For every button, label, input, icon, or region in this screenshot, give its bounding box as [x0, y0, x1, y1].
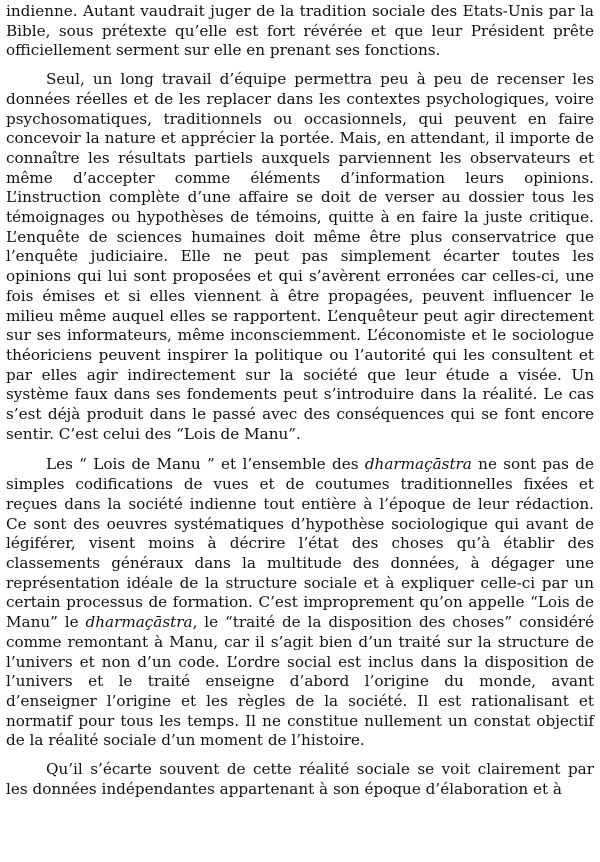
paragraph-text: Qu’il s’écarte souvent de cette réalité sociale se voit clairement par les données indépendantes appartenant à son époque d’élaboration et à: [6, 760, 594, 798]
italic-term: dharmaçāstra: [85, 613, 193, 632]
paragraph-enquete: [6, 70, 594, 444]
paragraph-text-segment: Les “ Lois de Manu ” et l’ensemble des: [46, 455, 365, 474]
paragraph-realite-sociale: [6, 760, 594, 799]
italic-term: dharmaçāstra: [364, 455, 472, 474]
paragraph-text: indienne. Autant vaudrait juger de la tradition sociale des Etats-Unis par la Bible, sous prétexte qu’elle est fort révérée et que leur Président prête officiellement serment sur elle en prenant ses fonctions.: [6, 2, 594, 60]
paragraph-text: Seul, un long travail d’équipe permettra peu à peu de recenser les données réelles et de les replacer dans les contextes psychologiques, voire psychosomatiques, traditionnels ou occasionnels, qui peuvent en faire concevoir la nature et apprécier la portée. Mais, en attendant, il importe de connaître les résultats partiels auxquels parviennent les observateurs et même d’accepter comme éléments d’information leurs opinions. L’instruction complète d’une affaire se doit de verser au dossier tous les témoignages ou hypothèses de témoins, quitte à en faire la juste critique. L’enquête de sciences humaines doit même être plus conservatrice que l’enquête judiciaire. Elle ne peut pas simplement écarter toutes les opinions qui lui sont proposées et qui s’avèrent erronées car celles-ci, une fois émises et si elles viennent à être propagées, peuvent influencer le milieu même auquel elles se rapportent. L’enquêteur peut agir directement sur ses informateurs, même inconsciemment. L’économiste et le sociologue théoriciens peuvent inspirer la politique ou l’autorité qui les consultent et par elles agir indirectement sur la société que leur étude a visée. Un système faux dans ses fondements peut s’introduire dans la réalité. Le cas s’est déjà produit dans le passé avec des conséquences qui se font encore sentir. C’est celui des “Lois de Manu”.: [6, 70, 594, 443]
paragraph-continuation: [6, 2, 594, 61]
paragraph-text-segment: , le “traité de la disposition des choses” considéré comme remontant à Manu, car il s’agit bien d’un traité sur la structure de l’univers et non d’un code. L’ordre social est inclus dans la disposition de l’univers et le traité enseigne d’abord l’origine du monde, avant d’enseigner l’origine et les règles de la société. Il est rationalisant et normatif pour tous les temps. Il ne constitue nullement un constat objectif de la réalité sociale d’un moment de l’histoire.: [6, 613, 595, 750]
paragraph-text-segment: ne sont pas de simples codifications de vues et de coutumes traditionnelles fixées et reçues dans la société indienne tout entière à l’époque de leur rédaction. Ce sont des oeuvres systématiques d’hypothèse sociologique qui avant de légiférer, visent moins à décrire l’état des choses qu’à établir des classements généraux dans la multitude des données, à dégager une représentation idéale de la structure sociale et à expliquer celle-ci par un certain processus de formation. C’est improprement qu’on appelle “Lois de Manu” le: [6, 455, 594, 632]
paragraph-lois-de-manu: [6, 455, 594, 751]
